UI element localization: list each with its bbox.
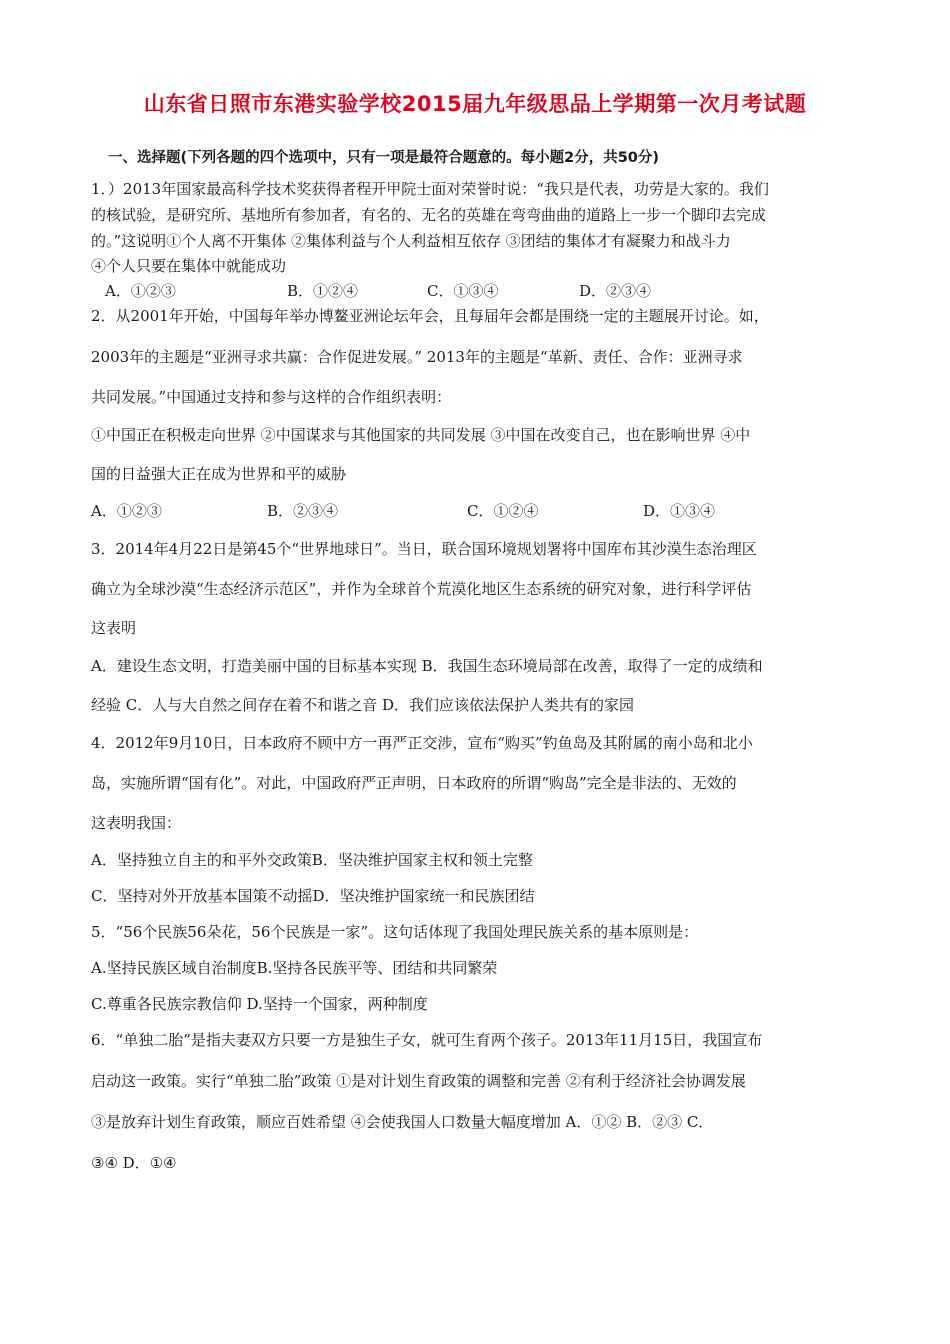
q2-option-d: D．①③④	[643, 502, 716, 520]
q4-line-1: 4．2012年9月10日，日本政府不顾中方一再严正交涉，宣布“购买”钓鱼岛及其附属的南小岛和北小	[91, 734, 753, 752]
q2-option-c: C．①②④	[467, 502, 539, 520]
q2-option-a: A．①②③	[91, 502, 162, 520]
q6-line-4: ③④ D．①④	[91, 1154, 177, 1172]
q5-line-1: 5．“56个民族56朵花，56个民族是一家”。这句话体现了我国处理民族关系的基本原则是：	[91, 923, 699, 941]
page-title: 山东省日照市东港实验学校2015届九年级思品上学期第一次月考试题	[143, 92, 807, 116]
q3-line-4: A．建设生态文明，打造美丽中国的目标基本实现 B．我国生态环境局部在改善，取得了一定的成绩和	[91, 657, 763, 675]
q3-line-2: 确立为全球沙漠“生态经济示范区”，并作为全球首个荒漠化地区生态系统的研究对象，进行科学评估	[91, 580, 752, 598]
q2-option-b: B．②③④	[267, 502, 339, 520]
q2-line-5: 国的日益强大正在成为世界和平的威胁	[91, 465, 347, 483]
q6-line-2: 启动这一政策。实行“单独二胎”政策 ①是对计划生育政策的调整和完善 ②有利于经济社会协调发展	[91, 1072, 746, 1090]
q1-option-d: D．②③④	[579, 282, 652, 300]
q1-option-c: C．①③④	[427, 282, 499, 300]
q1-option-b: B．①②④	[287, 282, 359, 300]
q1-line-4: ④个人只要在集体中就能成功	[91, 257, 287, 275]
q1-line-3: 的。”这说明①个人离不开集体 ②集体利益与个人利益相互依存 ③团结的集体才有凝聚力和战斗力	[91, 232, 731, 250]
q6-line-3: ③是放弃计划生育政策，顺应百姓希望 ④会使我国人口数量大幅度增加 A．①② B．②③ C．	[91, 1113, 714, 1131]
q4-option-line-1: A．坚持独立自主的和平外交政策B．坚决维护国家主权和领土完整	[91, 851, 533, 869]
q5-option-line-1: A.坚持民族区域自治制度B.坚持各民族平等、团结和共同繁荣	[91, 959, 498, 977]
q4-line-2: 岛，实施所谓“国有化”。对此，中国政府严正声明，日本政府的所谓“购岛”完全是非法的、无效的	[91, 774, 737, 792]
q2-line-3: 共同发展。”中国通过支持和参与这样的合作组织表明：	[91, 388, 452, 406]
q6-line-1: 6．“单独二胎”是指夫妻双方只要一方是独生子女，就可生育两个孩子。2013年11月15日，我国宣布	[91, 1031, 763, 1049]
q3-line-3: 这表明	[91, 619, 137, 637]
q4-line-3: 这表明我国：	[91, 814, 182, 832]
q5-option-line-2: C.尊重各民族宗教信仰 D.坚持一个国家，两种制度	[91, 995, 428, 1013]
q4-option-line-2: C．坚持对外开放基本国策不动摇D．坚决维护国家统一和民族团结	[91, 887, 535, 905]
q2-line-1: 2．从2001年开始，中国每年举办博鳌亚洲论坛年会，且每届年会都是围绕一定的主题展开讨论。如，	[91, 307, 769, 325]
q3-line-5: 经验 C．人与大自然之间存在着不和谐之音 D．我们应该依法保护人类共有的家园	[91, 696, 635, 714]
q1-line-1: 1．）2013年国家最高科学技术奖获得者程开甲院士面对荣誉时说：“我只是代表，功劳是大家的。我们	[91, 180, 769, 198]
section-heading: 一、选择题(下列各题的四个选项中，只有一项是最符合题意的。每小题2分，共50分)	[108, 150, 660, 166]
q1-line-2: 的核试验，是研究所、基地所有参加者，有名的、无名的英雄在弯弯曲曲的道路上一步一个脚印去完成	[91, 206, 767, 224]
q2-line-2: 2003年的主题是“亚洲寻求共赢：合作促进发展。” 2013年的主题是“革新、责任、合作：亚洲寻求	[91, 348, 743, 366]
q1-option-a: A．①②③	[105, 282, 176, 300]
q2-line-4: ①中国正在积极走向世界 ②中国谋求与其他国家的共同发展 ③中国在改变自己，也在影响世界 ④中	[91, 426, 751, 444]
q3-line-1: 3．2014年4月22日是第45个“世界地球日”。当日，联合国环境规划署将中国库布其沙漠生态治理区	[91, 540, 757, 558]
